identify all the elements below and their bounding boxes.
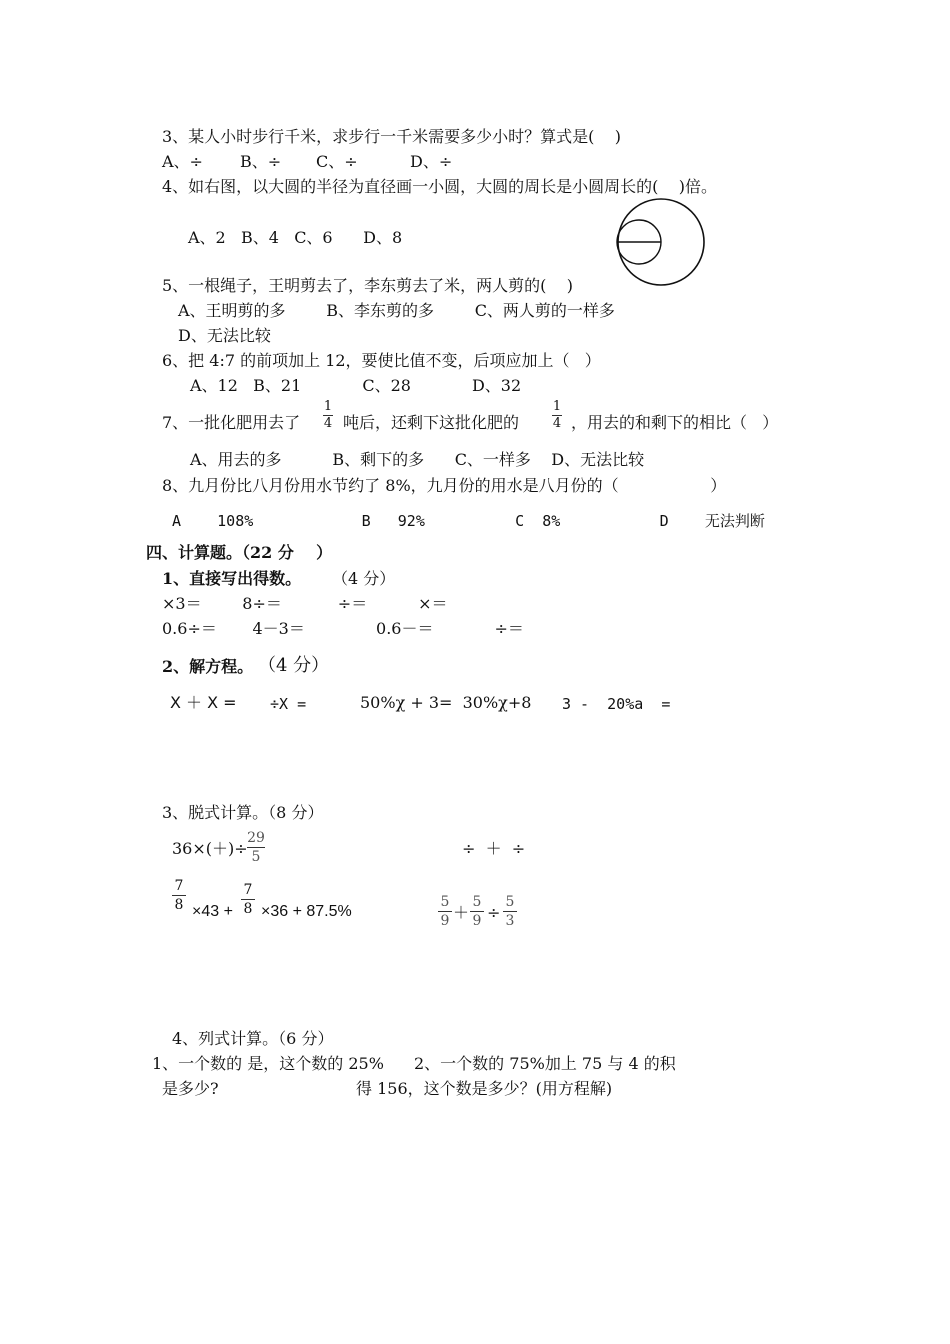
q7-part3: ，用去的和剩下的相比（ ） — [571, 413, 779, 432]
s3-expr4-fraction-3: 5 3 — [503, 894, 517, 929]
q3-option-c: C、÷ — [316, 152, 358, 171]
q7-fraction-1: 1 4 — [323, 399, 333, 431]
circle-figure — [612, 196, 708, 288]
q8-stem: 8、九月份比八月份用水节约了 8%，九月份的用水是八月份的（ ） — [162, 476, 727, 495]
s2-equation-2: ÷X = — [270, 695, 307, 713]
q7-part1: 7、一批化肥用去了 — [162, 413, 301, 432]
s2-equation-1: X ＋ X = — [170, 693, 237, 712]
s3-expr1-prefix: 36×(＋)÷ — [172, 839, 248, 858]
s3-expr3-fraction-2: 7 8 — [241, 882, 255, 917]
s3-expr1-fraction: 29 5 — [247, 830, 265, 865]
s2-equation-3: 50%χ + 3= 30%χ+8 — [360, 693, 532, 712]
q8-options: A 108% B 92% C 8% D 无法判断 — [172, 512, 765, 530]
s3-expr4-fraction-2: 5 9 — [470, 894, 484, 929]
q7-options: A、用去的多 B、剩下的多 C、一样多 D、无法比较 — [190, 450, 645, 469]
s2-score: （4 分） — [258, 655, 330, 676]
s3-expr4-op2: ÷ — [487, 903, 501, 922]
s1-row1: ×3＝ 8÷＝ ÷＝ ×＝ — [162, 594, 448, 613]
q5-options-line1: A、王明剪的多 B、李东剪的多 C、两人剪的一样多 — [178, 301, 615, 320]
s1-title: 1、直接写出得数。 — [162, 569, 302, 588]
q7-fraction-2: 1 4 — [552, 399, 562, 431]
s1-score: （4 分） — [332, 569, 396, 588]
q3-option-d: D、÷ — [410, 152, 453, 171]
q6-options: A、12 B、21 C、28 D、32 — [190, 376, 522, 395]
q4-stem: 4、如右图，以大圆的半径为直径画一小圆，大圆的周长是小圆周长的( )倍。 — [162, 177, 718, 196]
q3-stem: 3、某人小时步行千米，求步行一千米需要多少小时？算式是( ) — [162, 127, 622, 146]
s3-expr3-fraction-1: 7 8 — [172, 878, 186, 913]
s1-row2: 0.6÷＝ 4－3＝ 0.6－＝ ÷＝ — [162, 619, 524, 638]
s4-title: 4、列式计算。（6 分） — [172, 1029, 334, 1048]
s3-expr3-end: ×36 + 87.5% — [261, 903, 352, 920]
s4-question2-line2: 得 156，这个数是多少？(用方程解) — [356, 1079, 613, 1098]
q3-option-b: B、÷ — [240, 152, 282, 171]
q6-stem: 6、把 4:7 的前项加上 12，要使比值不变，后项应加上（ ） — [162, 351, 601, 370]
q4-options: A、2 B、4 C、6 D、8 — [188, 228, 403, 247]
s4-question1-line2: 是多少? — [162, 1079, 219, 1098]
s3-expr3-mid: ×43 + — [192, 903, 233, 920]
q7-part2: 吨后，还剩下这批化肥的 — [343, 413, 520, 432]
s4-question1-line1: 1、一个数的 是，这个数的 25% — [152, 1054, 384, 1073]
s3-title: 3、脱式计算。（8 分） — [162, 803, 324, 822]
s3-expr4-op1: ＋ — [453, 903, 470, 922]
s4-question2-line1: 2、一个数的 75%加上 75 与 4 的积 — [414, 1054, 676, 1073]
s3-expr2: ÷ ＋ ÷ — [462, 839, 526, 858]
q5-options-line2: D、无法比较 — [178, 326, 271, 345]
s2-title: 2、解方程。 — [162, 657, 254, 676]
s3-expr4-fraction-1: 5 9 — [438, 894, 452, 929]
q3-option-a: A、÷ — [162, 152, 203, 171]
q5-stem: 5、一根绳子，王明剪去了，李东剪去了米，两人剪的( ) — [162, 276, 574, 295]
s2-equation-4: 3 - 20%a = — [562, 695, 671, 713]
section4-title: 四、计算题。（22 分 ） — [146, 543, 333, 562]
